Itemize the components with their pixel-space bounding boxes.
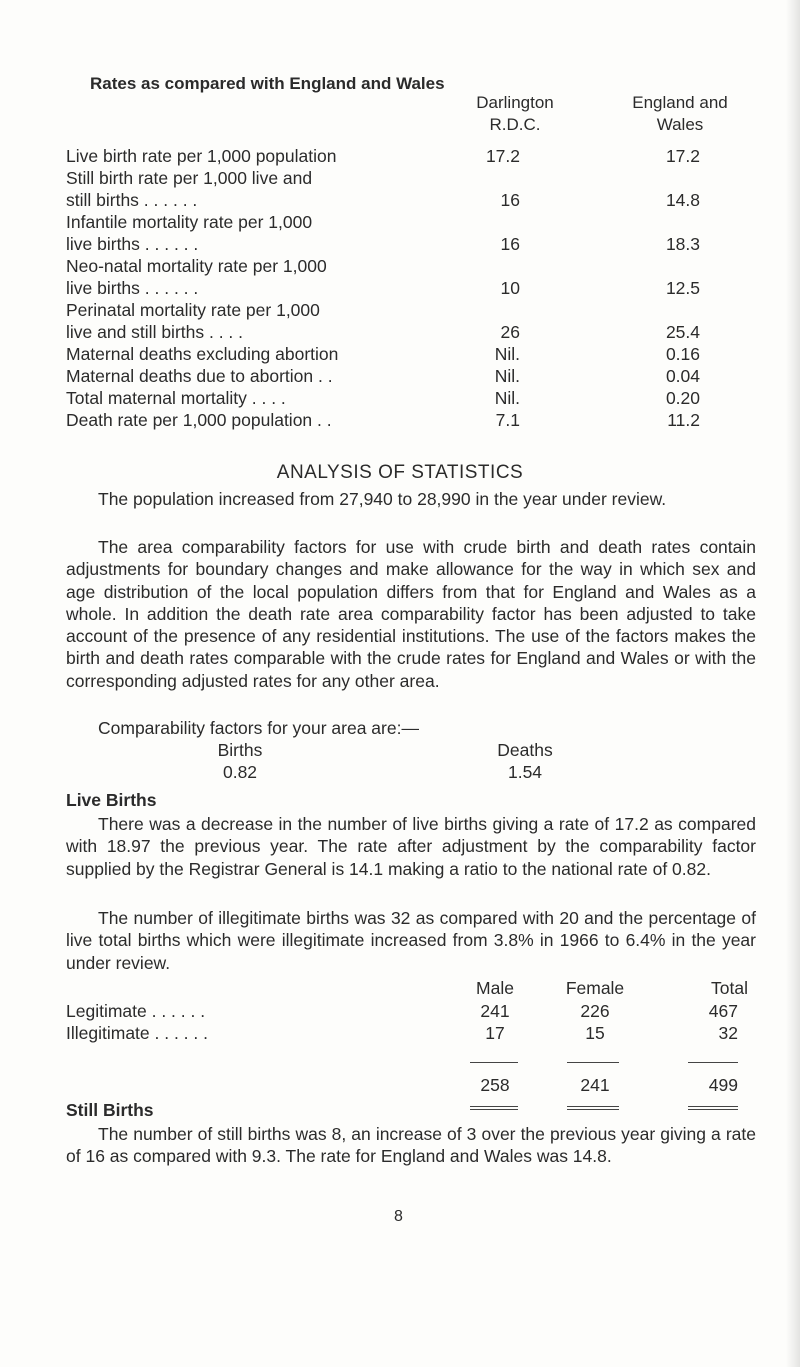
- analysis-paragraph-2: The area comparability factors for use with crude birth and death rates contain adjustments for boundary changes and make allowance for the way in which sex and age distribution of the local population differs from that for England and Wales as a whole. In addition the death rate area comparability factor has been adjusted to take account of the presence of any residential institutions. The use of the factors makes the birth and death rates comparable with the crude rates for England and Wales or with the corresponding adjusted rates for any other area.: [66, 537, 756, 691]
- rate-darlington-value: Nil.: [494, 388, 520, 408]
- rate-england-value: 14.8: [665, 190, 700, 210]
- births-table-row-label: Legitimate . . . . . .: [66, 1001, 206, 1021]
- rate-row-label-cont: live births . . . . . .: [66, 278, 199, 298]
- comparability-intro: Comparability factors for your area are:—: [98, 718, 419, 738]
- births-table-total-all: 499: [708, 1075, 738, 1095]
- births-table-row-label: Illegitimate . . . . . .: [66, 1023, 208, 1043]
- analysis-paragraph-1: The population increased from 27,940 to 28,990 in the year under review.: [98, 489, 667, 509]
- rate-england-value: 0.20: [665, 388, 700, 408]
- page-edge-shadow: [786, 0, 800, 1367]
- rate-england-value: 18.3: [665, 234, 700, 254]
- rate-row-label: Maternal deaths excluding abortion: [66, 344, 339, 364]
- rate-row-label: Neo-natal mortality rate per 1,000: [66, 256, 327, 276]
- births-table-cell-male: 17: [485, 1023, 505, 1043]
- total-double-rule-female-top: [567, 1106, 619, 1107]
- live-births-heading: Live Births: [66, 790, 157, 810]
- rate-row-label: Total maternal mortality . . . .: [66, 388, 286, 408]
- still-births-heading: Still Births: [66, 1100, 154, 1120]
- rate-row-label: Live birth rate per 1,000 population: [66, 146, 337, 166]
- rate-darlington-value: 16: [500, 190, 520, 210]
- births-factor-value: 0.82: [222, 762, 258, 782]
- rate-england-value: 0.16: [665, 344, 700, 364]
- rate-england-value: 0.04: [665, 366, 700, 386]
- total-double-rule-male-top: [470, 1106, 518, 1107]
- births-table-total-female: 241: [580, 1075, 610, 1095]
- rate-row-label-cont: still births . . . . . .: [66, 190, 198, 210]
- total-double-rule-female-bottom: [567, 1109, 619, 1110]
- subtotal-rule-female: [567, 1062, 619, 1063]
- analysis-heading: ANALYSIS OF STATISTICS: [276, 462, 524, 483]
- rate-row-label: Death rate per 1,000 population . .: [66, 410, 332, 430]
- col-header-england-line1: England and: [632, 93, 728, 112]
- rate-row-label-cont: live and still births . . . .: [66, 322, 244, 342]
- subtotal-rule-total: [688, 1062, 738, 1063]
- births-factor-label: Births: [217, 740, 263, 760]
- rate-row-label: Maternal deaths due to abortion . .: [66, 366, 333, 386]
- births-table-cell-total: 467: [708, 1001, 738, 1021]
- rate-row-label: Perinatal mortality rate per 1,000: [66, 300, 320, 320]
- rate-darlington-value: 26: [500, 322, 520, 342]
- births-table-header-female: Female: [565, 978, 625, 998]
- rate-row-label-cont: live births . . . . . .: [66, 234, 199, 254]
- col-header-darlington-line2: R.D.C.: [489, 115, 541, 134]
- live-births-paragraph-1: There was a decrease in the number of live births giving a rate of 17.2 as compared with 18.97 the previous year. The rate after adjustment by the comparability factor supplied by the Registrar General is 14.1 making a ratio to the national rate of 0.82.: [66, 814, 756, 879]
- births-table-header-male: Male: [476, 978, 514, 998]
- deaths-factor-value: 1.54: [507, 762, 543, 782]
- rate-darlington-value: 17.2: [485, 146, 520, 166]
- col-header-darlington: [440, 92, 590, 136]
- subtotal-rule-male: [470, 1062, 518, 1063]
- total-double-rule-total-bottom: [688, 1109, 738, 1110]
- deaths-factor-label: Deaths: [497, 740, 553, 760]
- births-table-cell-total: 32: [718, 1023, 738, 1043]
- rate-darlington-value: 10: [500, 278, 520, 298]
- rate-darlington-value: 7.1: [495, 410, 520, 430]
- rate-darlington-value: 16: [500, 234, 520, 254]
- page-number: 8: [394, 1208, 403, 1225]
- rate-england-value: 25.4: [665, 322, 700, 342]
- rate-england-value: 12.5: [665, 278, 700, 298]
- births-table-cell-female: 226: [580, 1001, 610, 1021]
- rate-england-value: 11.2: [667, 410, 700, 430]
- col-header-darlington-line1: Darlington: [476, 93, 554, 112]
- live-births-paragraph-2: The number of illegitimate births was 32 as compared with 20 and the percentage of live total births which were illegitimate increased from 3.8% in 1966 to 6.4% in the year under review.: [66, 908, 756, 973]
- total-double-rule-male-bottom: [470, 1109, 518, 1110]
- rates-title: Rates as compared with England and Wales: [90, 74, 445, 93]
- col-header-england: [610, 92, 750, 136]
- births-table-cell-male: 241: [480, 1001, 510, 1021]
- rate-darlington-value: Nil.: [494, 366, 520, 386]
- col-header-england-line2: Wales: [656, 115, 704, 134]
- births-table-cell-female: 15: [585, 1023, 605, 1043]
- rate-row-label: Infantile mortality rate per 1,000: [66, 212, 313, 232]
- births-table-total-male: 258: [480, 1075, 510, 1095]
- rate-darlington-value: Nil.: [494, 344, 520, 364]
- rate-row-label: Still birth rate per 1,000 live and: [66, 168, 313, 188]
- still-births-paragraph: The number of still births was 8, an increase of 3 over the previous year giving a rate of 16 as compared with 9.3. The rate for England and Wales was 14.8.: [66, 1124, 756, 1167]
- rate-england-value: 17.2: [665, 146, 700, 166]
- total-double-rule-total-top: [688, 1106, 738, 1107]
- births-table-header-total: Total: [711, 978, 748, 998]
